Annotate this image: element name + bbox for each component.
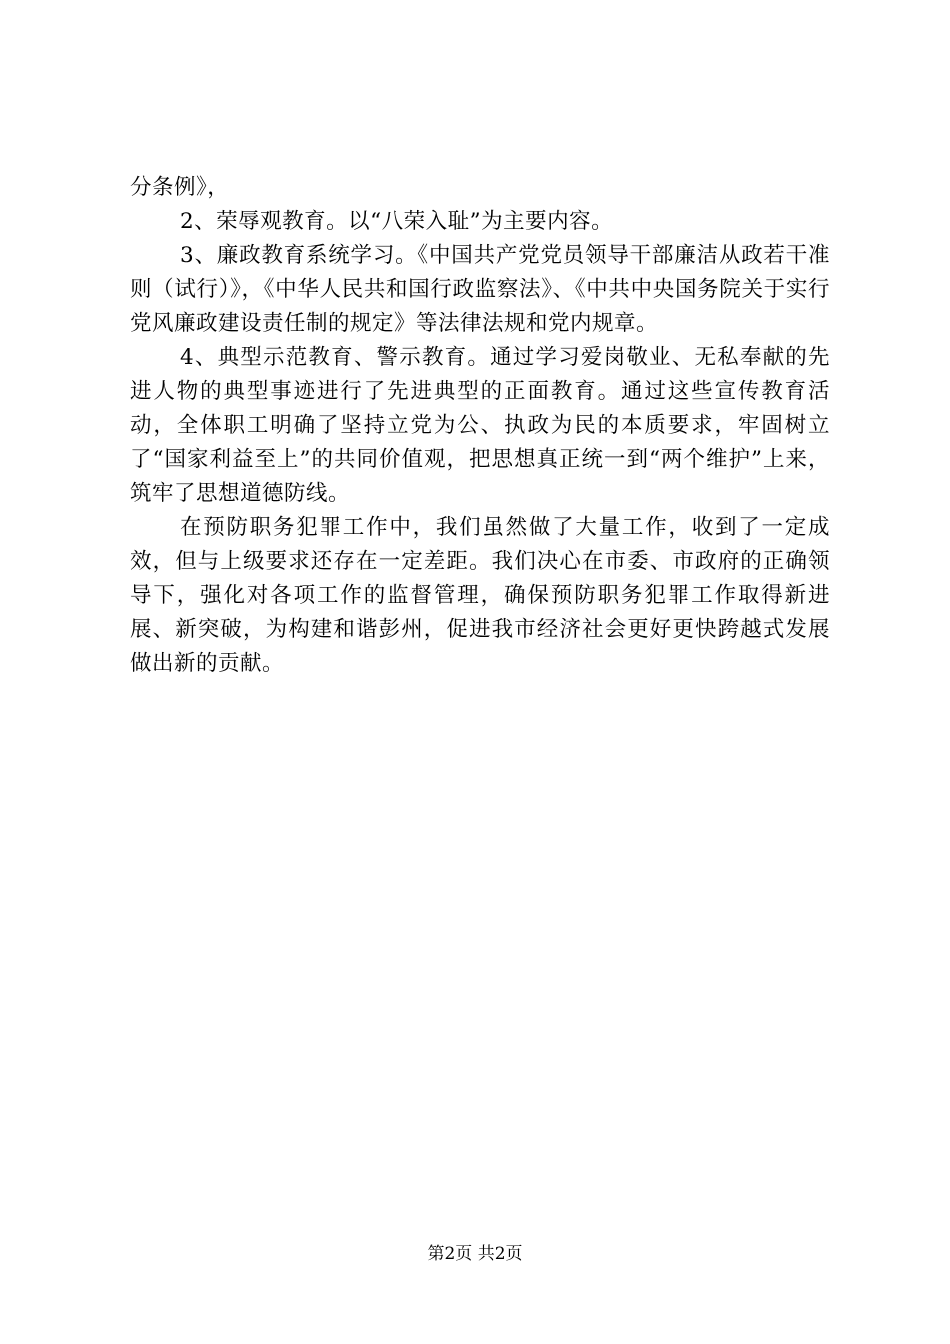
document-body — [130, 171, 830, 681]
paragraph-conclusion: 在预防职务犯罪工作中，我们虽然做了大量工作，收到了一定成效，但与上级要求还存在一定差距。我们决心在市委、市政府的正确领导下，强化对各项工作的监督管理，确保预防职务犯罪工作取得新进展、新突破，为构建和谐彭州，促进我市经济社会更好更快跨越式发展做出新的贡献。 — [130, 515, 830, 676]
paragraph-item-2: 2、荣辱观教育。以“八荣入耻”为主要内容。 — [180, 209, 614, 234]
paragraph-item-4: 4、典型示范教育、警示教育。通过学习爱岗敬业、无私奉献的先进人物的典型事迹进行了先进典型的正面教育。通过这些宣传教育活动，全体职工明确了坚持立党为公、执政为民的本质要求，牢固树立了“国家利益至上”的共同价值观，把思想真正统一到“两个维护”上来，筑牢了思想道德防线。 — [130, 345, 830, 506]
page-number-footer: 第2页 共2页 — [427, 1244, 523, 1264]
paragraph-item-3: 3、廉政教育系统学习。《中国共产党党员领导干部廉洁从政若干准则（试行）》，《中华人民共和国行政监察法》、《中共中央国务院关于实行党风廉政建设责任制的规定》等法律法规和党内规章。 — [130, 243, 830, 336]
paragraph-continuation: 分条例》， — [130, 175, 230, 200]
